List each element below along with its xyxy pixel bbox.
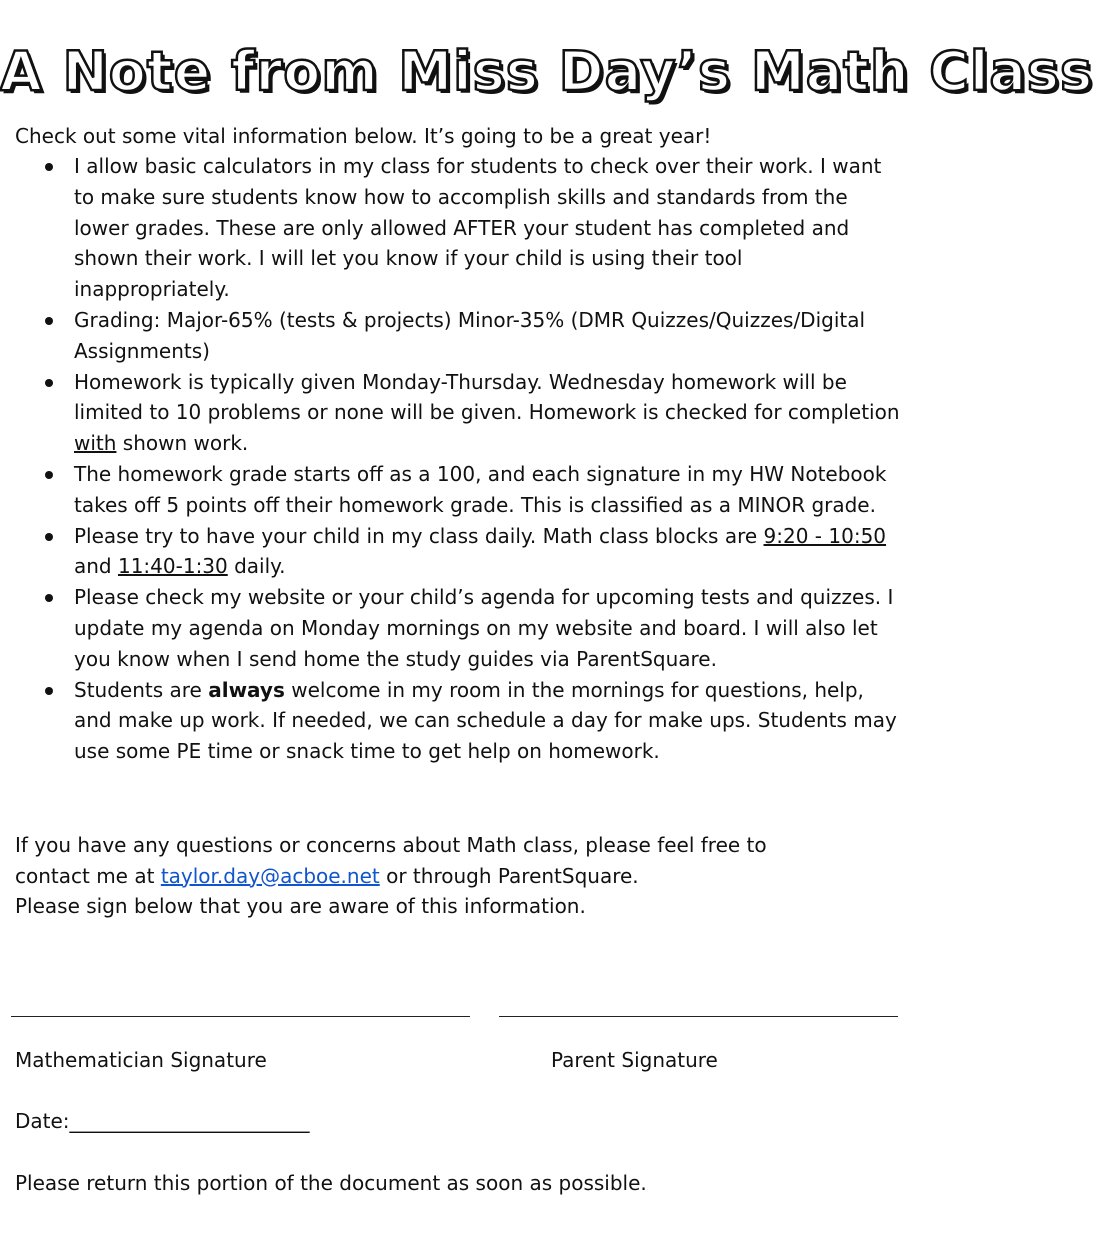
mathematician-signature-label: Mathematician Signature [15, 1048, 267, 1072]
bullet-text: welcome in my room in the mornings for questions, help, and make up work. If needed, we can schedule a day for make ups. Students may use some PE time or snack time to get help on homework. [74, 677, 897, 764]
bullet-text: and [74, 554, 118, 579]
bullet-dot-icon [45, 163, 53, 171]
bullet-text: I allow basic calculators in my class for students to check over their work. I want to make sure students know how to accomplish skills and standards from the lower grades. These are only allowed AFTER your student has completed and shown their work. I will let you know if your child is using their tool inappropriately. [74, 154, 882, 302]
bullet-morning-help [0, 675, 932, 767]
email-link[interactable]: taylor.day@acboe.net [160, 863, 380, 888]
bullet-text: Please try to have your child in my class daily. Math class blocks are [74, 523, 764, 548]
closing-line [15, 861, 915, 892]
intro-text: Check out some vital information below. It’s going to be a great year! [15, 124, 712, 148]
bullet-homework-schedule [0, 367, 932, 459]
bullet-text: The homework grade starts off as a 100, and each signature in my HW Notebook takes off 5 points off their homework grade. This is classified as a MINOR grade. [74, 461, 887, 517]
bullet-text: Homework is typically given Monday-Thursday. Wednesday homework will be limited to 10 problems or none will be given. Homework is checked for completion [74, 369, 900, 425]
bullet-dot-icon [45, 594, 53, 602]
page-title: A Note from Miss Day’s Math Class [0, 40, 1093, 103]
bold-always: always [208, 677, 285, 702]
bullet-homework-grade [0, 459, 932, 521]
parent-signature-label: Parent Signature [551, 1048, 718, 1072]
closing-text: contact me at [15, 863, 161, 888]
bullet-dot-icon [45, 533, 53, 541]
bullet-text: daily. [227, 554, 286, 579]
bullet-dot-icon [45, 471, 53, 479]
bullet-text: shown work. [116, 431, 249, 456]
bullet-text: Grading: Major-65% (tests & projects) Minor-35% (DMR Quizzes/Quizzes/Digital Assignments) [74, 307, 866, 363]
return-note: Please return this portion of the document as soon as possible. [15, 1171, 647, 1195]
mathematician-signature-line[interactable] [11, 1016, 470, 1017]
class-block-time-2: 11:40-1:30 [117, 554, 228, 579]
bullet-text: Please check my website or your child’s agenda for upcoming tests and quizzes. I update my agenda on Monday mornings on my website and board. I will also let you know when I send home the study guides via ParentSquare. [74, 585, 894, 671]
bullet-class-blocks [0, 521, 932, 583]
info-bullet-list [0, 151, 932, 767]
parent-signature-line[interactable] [499, 1016, 898, 1017]
bullet-text: Students are [74, 677, 209, 702]
bullet-calculators [0, 151, 932, 305]
bullet-dot-icon [45, 317, 53, 325]
closing-text: or through ParentSquare. [379, 863, 639, 888]
underlined-with: with [74, 431, 117, 456]
bullet-website-agenda [0, 582, 932, 674]
bullet-dot-icon [45, 687, 53, 695]
class-block-time-1: 9:20 - 10:50 [763, 523, 887, 548]
closing-paragraph [15, 830, 915, 922]
bullet-dot-icon [45, 379, 53, 387]
bullet-grading [0, 305, 932, 367]
date-field[interactable]: Date:________________________ [15, 1109, 310, 1133]
closing-line: If you have any questions or concerns about Math class, please feel free to [15, 833, 767, 857]
closing-line: Please sign below that you are aware of this information. [15, 894, 586, 918]
